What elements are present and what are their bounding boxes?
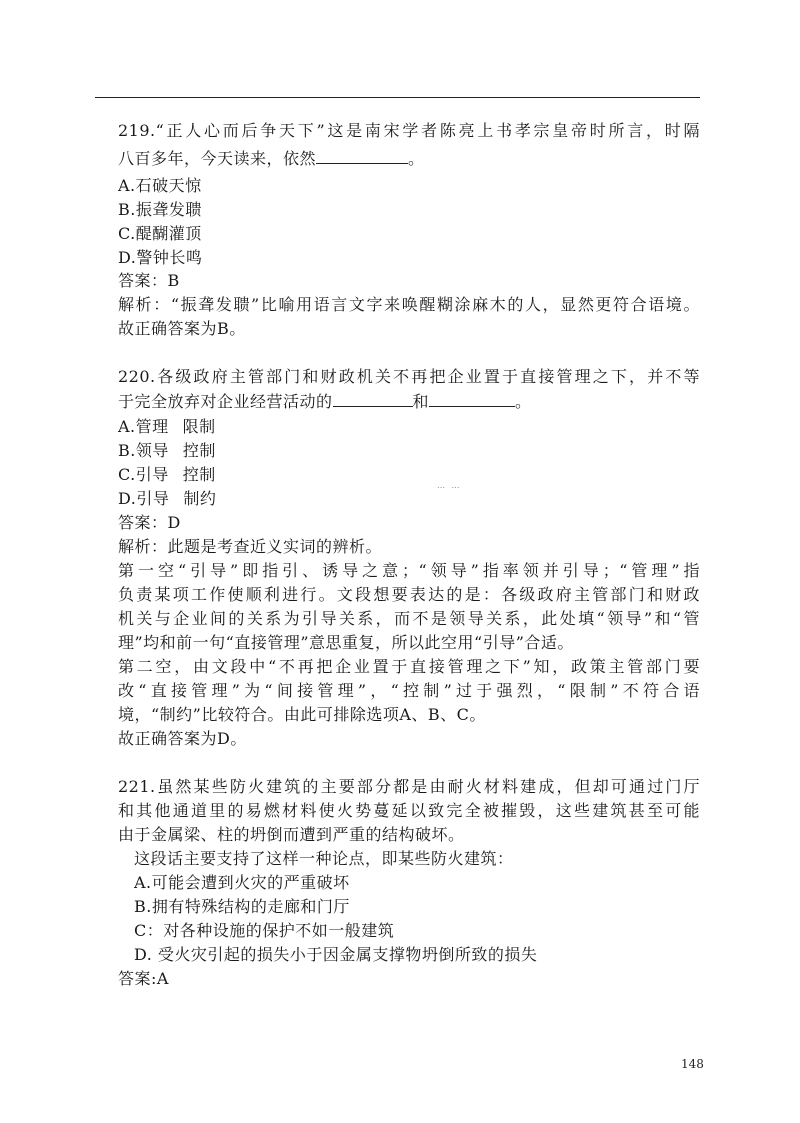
q221-option-a: A.可能会遭到火灾的严重破坏 [134,873,350,892]
q220-analysis-line7: 改“直接管理”为“间接管理”，“控制”过于强烈，“限制”不符合语 [118,681,700,700]
header-rule [95,97,700,98]
q220-analysis-line5: 理”均和前一句“直接管理”意思重复，所以此空用“引导”合适。 [118,633,574,652]
q220-option-c: C.引导 控制 [118,465,216,484]
q220-blank-1 [333,393,413,407]
q220-analysis-line2: 第一空“引导”即指引、诱导之意；“领导”指率领并引导；“管理”指 [118,561,700,580]
q219-analysis-line1: 解析：“振聋发聩”比喻用语言文字来唤醒糊涂麻木的人，显然更符合语境。 [118,295,700,314]
q219-option-c: C.醍醐灌顶 [118,224,202,243]
q219-blank [316,150,408,164]
q220-blank-2 [429,393,515,407]
q221-prompt: 这段话主要支持了这样一种论点，即某些防火建筑： [134,849,514,868]
page-number: 148 [681,1057,704,1071]
q219-option-a: A.石破天惊 [118,176,202,195]
q221-option-c: C：对各种设施的保护不如一般建筑 [134,921,395,940]
q219-answer: 答案：B [118,271,180,290]
q220-analysis-line8: 境，“制约”比较符合。由此可排除选项A、B、C。 [118,705,486,724]
q221-stem-line1: 221.虽然某些防火建筑的主要部分都是由耐火材料建成，但却可通过门厅 [118,777,700,796]
q220-analysis-line4: 机关与企业间的关系为引导关系，而不是领导关系，此处填“领导”和“管 [118,609,700,628]
q220-analysis-line3: 负责某项工作使顺利进行。文段想要表达的是：各级政府主管部门和财政 [118,585,700,604]
q220-stem-line1: 220.各级政府主管部门和财政机关不再把企业置于直接管理之下，并不等 [118,367,700,386]
q220-option-d: D.引导 制约 [118,489,217,508]
q219-stem-line2: 八百多年，今天读来，依然 。 [118,149,425,168]
q220-option-a: A.管理 限制 [118,417,216,436]
q221-option-d: D. 受火灾引起的损失小于因金属支撑物坍倒所致的损失 [134,945,538,964]
scan-artifact-dots: … … [437,481,462,490]
q220-stem-line2: 于完全放弃对企业经营活动的 和 。 [118,392,532,411]
q219-option-d: D.警钟长鸣 [118,248,203,267]
q219-stem-line1: 219.“正人心而后争天下”这是南宋学者陈亮上书孝宗皇帝时所言，时隔 [118,121,700,140]
q221-stem-line3: 由于金属梁、柱的坍倒而遭到严重的结构破坏。 [118,825,465,844]
q220-option-b: B.领导 控制 [118,441,216,460]
q219-option-b: B.振聋发聩 [118,200,202,219]
q220-analysis-line6: 第二空，由文段中“不再把企业置于直接管理之下”知，政策主管部门要 [118,657,700,676]
q221-answer: 答案:A [118,969,169,988]
q219-analysis-line2: 故正确答案为B。 [118,319,246,338]
q220-analysis-line9: 故正确答案为D。 [118,729,247,748]
q221-option-b: B.拥有特殊结构的走廊和门厅 [134,897,350,916]
q220-answer: 答案：D [118,513,181,532]
q220-analysis-line1: 解析：此题是考查近义实词的辨析。 [118,537,383,556]
q221-stem-line2: 和其他通道里的易燃材料使火势蔓延以致完全被摧毁，这些建筑甚至可能 [118,801,700,820]
